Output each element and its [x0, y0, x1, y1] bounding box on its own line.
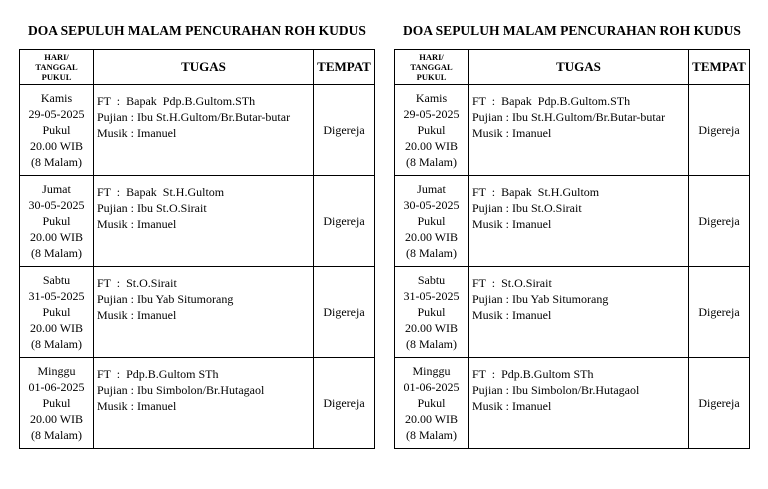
musik-line: Musik : Imanuel: [472, 217, 552, 231]
time-label: Pukul: [42, 214, 71, 228]
date: 01-06-2025: [403, 380, 460, 394]
pujian-line: Pujian : Ibu St.O.Sirait: [97, 201, 207, 215]
musik-line: Musik : Imanuel: [97, 217, 177, 231]
place-cell: Digereja: [314, 358, 375, 449]
place-cell: Digereja: [689, 176, 750, 267]
time: 20.00 WIB: [29, 230, 84, 244]
day: Minggu: [37, 364, 76, 378]
pujian-line: Pujian : Ibu Yab Situmorang: [97, 292, 234, 306]
night: (8 Malam): [31, 155, 82, 169]
header-row: [20, 50, 375, 85]
date-cell: [395, 176, 469, 267]
header-date: [20, 50, 94, 85]
header-date-line: HARI/: [419, 52, 444, 62]
night: (8 Malam): [31, 337, 82, 351]
place-cell: Digereja: [314, 267, 375, 358]
header-duty: TUGAS: [469, 50, 689, 85]
time: 20.00 WIB: [29, 321, 84, 335]
night: (8 Malam): [31, 246, 82, 260]
header-date-line: TANGGAL: [35, 62, 78, 72]
duty-cell: [469, 176, 689, 267]
time-label: Pukul: [42, 305, 71, 319]
ft-line: FT : St.O.Sirait: [97, 276, 177, 290]
night: (8 Malam): [31, 428, 82, 442]
date: 30-05-2025: [403, 198, 460, 212]
night: (8 Malam): [406, 246, 457, 260]
duty-cell: [469, 85, 689, 176]
date-cell: [395, 85, 469, 176]
schedule-table: [394, 49, 750, 449]
header-date: [395, 50, 469, 85]
date: 29-05-2025: [403, 107, 460, 121]
header-date-line: HARI/: [44, 52, 69, 62]
place-cell: Digereja: [314, 85, 375, 176]
time: 20.00 WIB: [404, 412, 459, 426]
date-cell: [20, 358, 94, 449]
header-place: TEMPAT: [314, 50, 375, 85]
musik-line: Musik : Imanuel: [472, 126, 552, 140]
day: Sabtu: [42, 273, 71, 287]
table-row: [395, 85, 750, 176]
ft-line: FT : Bapak Pdp.B.Gultom.STh: [472, 94, 631, 108]
header-row: [395, 50, 750, 85]
time-label: Pukul: [417, 396, 446, 410]
date: 31-05-2025: [28, 289, 85, 303]
time-label: Pukul: [417, 305, 446, 319]
table-row: [20, 267, 375, 358]
ft-line: FT : Bapak St.H.Gultom: [97, 185, 225, 199]
date: 30-05-2025: [28, 198, 85, 212]
pujian-line: Pujian : Ibu St.H.Gultom/Br.Butar-butar: [472, 110, 666, 124]
day: Jumat: [417, 182, 446, 196]
time: 20.00 WIB: [29, 412, 84, 426]
place-cell: Digereja: [689, 358, 750, 449]
date-cell: [395, 267, 469, 358]
duty-cell: [469, 267, 689, 358]
schedule-panel-right: [394, 21, 750, 449]
pujian-line: Pujian : Ibu Simbolon/Br.Hutagaol: [97, 383, 265, 397]
table-row: [395, 358, 750, 449]
duty-cell: [94, 85, 314, 176]
day: Kamis: [415, 91, 448, 105]
header-date-line: TANGGAL: [410, 62, 453, 72]
musik-line: Musik : Imanuel: [97, 308, 177, 322]
time: 20.00 WIB: [404, 230, 459, 244]
table-row: [20, 358, 375, 449]
date-cell: [20, 85, 94, 176]
header-duty: TUGAS: [94, 50, 314, 85]
time-label: Pukul: [42, 396, 71, 410]
date: 31-05-2025: [403, 289, 460, 303]
duty-cell: [469, 358, 689, 449]
place-cell: Digereja: [689, 267, 750, 358]
time-label: Pukul: [417, 214, 446, 228]
day: Minggu: [412, 364, 451, 378]
day: Sabtu: [417, 273, 446, 287]
time-label: Pukul: [42, 123, 71, 137]
ft-line: FT : Pdp.B.Gultom STh: [472, 367, 594, 381]
night: (8 Malam): [406, 337, 457, 351]
time: 20.00 WIB: [404, 139, 459, 153]
table-row: [395, 267, 750, 358]
musik-line: Musik : Imanuel: [97, 126, 177, 140]
ft-line: FT : Bapak St.H.Gultom: [472, 185, 600, 199]
time: 20.00 WIB: [29, 139, 84, 153]
ft-line: FT : Bapak Pdp.B.Gultom.STh: [97, 94, 256, 108]
pujian-line: Pujian : Ibu St.O.Sirait: [472, 201, 582, 215]
time: 20.00 WIB: [404, 321, 459, 335]
table-row: [20, 176, 375, 267]
duty-cell: [94, 176, 314, 267]
document-title: DOA SEPULUH MALAM PENCURAHAN ROH KUDUS: [403, 23, 741, 38]
time-label: Pukul: [417, 123, 446, 137]
schedule-table: [19, 49, 375, 449]
duty-cell: [94, 358, 314, 449]
duty-cell: [94, 267, 314, 358]
date-cell: [395, 358, 469, 449]
night: (8 Malam): [406, 155, 457, 169]
ft-line: FT : St.O.Sirait: [472, 276, 552, 290]
header-place: TEMPAT: [689, 50, 750, 85]
schedule-panel-left: [19, 21, 375, 449]
pujian-line: Pujian : Ibu St.H.Gultom/Br.Butar-butar: [97, 110, 291, 124]
day: Kamis: [40, 91, 73, 105]
musik-line: Musik : Imanuel: [97, 399, 177, 413]
place-cell: Digereja: [314, 176, 375, 267]
place-cell: Digereja: [689, 85, 750, 176]
date: 29-05-2025: [28, 107, 85, 121]
pujian-line: Pujian : Ibu Yab Situmorang: [472, 292, 609, 306]
musik-line: Musik : Imanuel: [472, 308, 552, 322]
date-cell: [20, 267, 94, 358]
ft-line: FT : Pdp.B.Gultom STh: [97, 367, 219, 381]
table-row: [395, 176, 750, 267]
day: Jumat: [42, 182, 71, 196]
date-cell: [20, 176, 94, 267]
header-date-line: PUKUL: [41, 72, 72, 82]
musik-line: Musik : Imanuel: [472, 399, 552, 413]
header-date-line: PUKUL: [416, 72, 447, 82]
date: 01-06-2025: [28, 380, 85, 394]
document-title: DOA SEPULUH MALAM PENCURAHAN ROH KUDUS: [28, 23, 366, 38]
pujian-line: Pujian : Ibu Simbolon/Br.Hutagaol: [472, 383, 640, 397]
table-row: [20, 85, 375, 176]
night: (8 Malam): [406, 428, 457, 442]
